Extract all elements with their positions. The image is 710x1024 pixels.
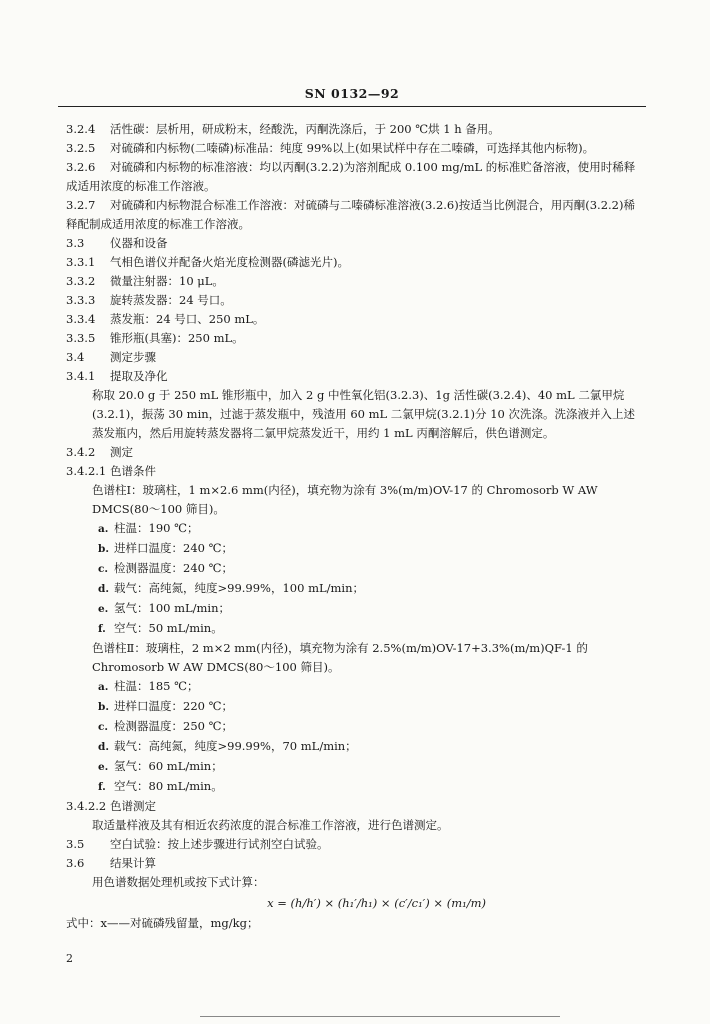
section-text: 气相色谱仪并配备火焰光度检测器(磷滤光片)。 [110,255,349,269]
section-text: 对硫磷和内标物混合标准工作溶液：对硫磷与二嗪磷标准溶液(3.2.6)按适当比例混合，用丙酮(3.2.2)稀释配制成适用浓度的标准工作溶液。 [66,198,635,231]
section-line [66,310,636,329]
section-line [66,816,636,835]
footer-rule [200,1016,560,1017]
condition-text: 载气：高纯氮，纯度>99.99%，100 mL/min； [114,581,364,595]
section-line [66,120,636,139]
column-1-items [66,519,636,639]
condition-item [66,619,636,639]
condition-label: e. [98,761,109,773]
section-number: 3.4.1 [66,369,96,383]
section-text: 蒸发瓶：24 号口、250 mL。 [110,312,265,326]
condition-text: 进样口温度：220 ℃； [114,699,233,713]
section-number: 3.3.4 [66,312,96,326]
condition-label: e. [98,603,109,615]
section-text: 锥形瓶(具塞)：250 mL。 [110,331,244,345]
section-line [66,386,636,443]
condition-label: d. [98,583,109,595]
condition-text: 空气：50 mL/min。 [114,621,223,635]
column-1-intro: 色谱柱Ⅰ：玻璃柱，1 m×2.6 mm(内径)，填充物为涂有 3%(m/m)OV-17 的 Chromosorb W AW DMCS(80～100 筛目)。 [92,483,598,516]
column-2-intro: 色谱柱Ⅱ：玻璃柱，2 m×2 mm(内径)，填充物为涂有 2.5%(m/m)OV-17+3.3%(m/m)QF-1 的 Chromosorb W AW DMCS(80～100 筛目)。 [92,641,588,674]
condition-label: a. [98,681,109,693]
condition-item [66,579,636,599]
section-number: 3.3.1 [66,255,96,269]
section-list-bottom [66,797,636,892]
condition-label: c. [98,721,109,733]
section-line [66,443,636,462]
section-number: 3.2.4 [66,122,96,136]
condition-text: 检测器温度：240 ℃； [114,561,233,575]
section-text: 空白试验：按上述步骤进行试剂空白试验。 [110,837,329,851]
document-body [66,120,636,933]
section-line [66,158,636,196]
section-line [66,253,636,272]
section-line [66,835,636,854]
section-line [66,291,636,310]
section-text: 旋转蒸发器：24 号口。 [110,293,232,307]
condition-label: f. [98,623,106,635]
condition-label: a. [98,523,109,535]
section-number: 3.4 [66,350,85,364]
section-text: 测定步骤 [110,350,156,364]
header-rule [58,106,646,107]
calculation-formula: x = (h/h′) × (h₁′/h₁) × (c′/c₁′) × (m₁/m) [267,896,486,910]
section-line [66,139,636,158]
section-line [66,854,636,873]
section-number: 3.6 [66,856,85,870]
condition-label: d. [98,741,109,753]
page-header: SN 0132—92 [304,86,400,101]
condition-label: b. [98,701,109,713]
section-number: 3.4.2.1 [66,464,107,478]
section-line [66,462,636,481]
condition-text: 氢气：60 mL/min； [114,759,223,773]
section-number: 3.2.6 [66,160,96,174]
column-1-conditions [66,481,636,639]
condition-item [66,599,636,619]
section-number: 3.2.7 [66,198,96,212]
condition-text: 柱温：190 ℃； [114,521,199,535]
section-number: 3.3.5 [66,331,96,345]
condition-text: 检测器温度：250 ℃； [114,719,233,733]
condition-item [66,717,636,737]
section-text: 色谱条件 [110,464,156,478]
column-2-conditions [66,639,636,797]
section-text: 色谱测定 [110,799,156,813]
section-number: 3.4.2.2 [66,799,107,813]
section-text: 提取及净化 [110,369,168,383]
section-text: 用色谱数据处理机或按下式计算： [92,875,265,889]
condition-label: b. [98,543,109,555]
section-text: 称取 20.0 g 于 250 mL 锥形瓶中，加入 2 g 中性氧化铝(3.2.3)、1g 活性碳(3.2.4)、40 mL 二氯甲烷(3.2.1)，振荡 30 min，过滤于蒸发瓶中，残渣用 60 mL 二氯甲烷(3.2.1)分 10 次洗涤。洗涤液并入上述蒸发瓶内，然后用旋转蒸发器将二氯甲烷蒸发近干，用约 1 mL 丙酮溶解后，供色谱测定。 [92,388,635,440]
condition-item [66,737,636,757]
section-line [66,873,636,892]
condition-label: c. [98,563,109,575]
section-text: 取适量样液及其有相近农药浓度的混合标准工作溶液，进行色谱测定。 [92,818,449,832]
column-2-items [66,677,636,797]
section-line [66,367,636,386]
section-text: 仪器和设备 [110,236,168,250]
condition-item [66,757,636,777]
section-text: 测定 [110,445,133,459]
section-text: 活性碳：层析用，研成粉末，经酸洗，丙酮洗涤后，于 200 ℃烘 1 h 备用。 [110,122,500,136]
condition-item [66,697,636,717]
section-list-top [66,120,636,481]
section-number: 3.4.2 [66,445,96,459]
section-number: 3.2.5 [66,141,96,155]
section-line [66,348,636,367]
condition-item [66,777,636,797]
condition-text: 氢气：100 mL/min； [114,601,231,615]
condition-item [66,539,636,559]
condition-text: 进样口温度：240 ℃； [114,541,233,555]
page-number: 2 [66,952,73,965]
section-line [66,329,636,348]
section-line [66,196,636,234]
section-number: 3.3 [66,236,85,250]
section-line [66,797,636,816]
section-line [66,234,636,253]
section-text: 结果计算 [110,856,156,870]
condition-text: 空气：80 mL/min。 [114,779,223,793]
section-number: 3.3.3 [66,293,96,307]
section-number: 3.5 [66,837,85,851]
condition-text: 载气：高纯氮，纯度>99.99%，70 mL/min； [114,739,357,753]
condition-item [66,677,636,697]
section-text: 微量注射器：10 μL。 [110,274,224,288]
formula-where-clause: 式中：x——对硫磷残留量，mg/kg； [66,916,259,930]
section-text: 对硫磷和内标物的标准溶液：均以丙酮(3.2.2)为溶剂配成 0.100 mg/mL 的标准贮备溶液，使用时稀释成适用浓度的标准工作溶液。 [66,160,636,193]
condition-text: 柱温：185 ℃； [114,679,199,693]
section-text: 对硫磷和内标物(二嗪磷)标准品：纯度 99%以上(如果试样中存在二嗪磷，可选择其他内标物)。 [110,141,595,155]
condition-item [66,519,636,539]
section-line [66,272,636,291]
condition-item [66,559,636,579]
condition-label: f. [98,781,106,793]
section-number: 3.3.2 [66,274,96,288]
